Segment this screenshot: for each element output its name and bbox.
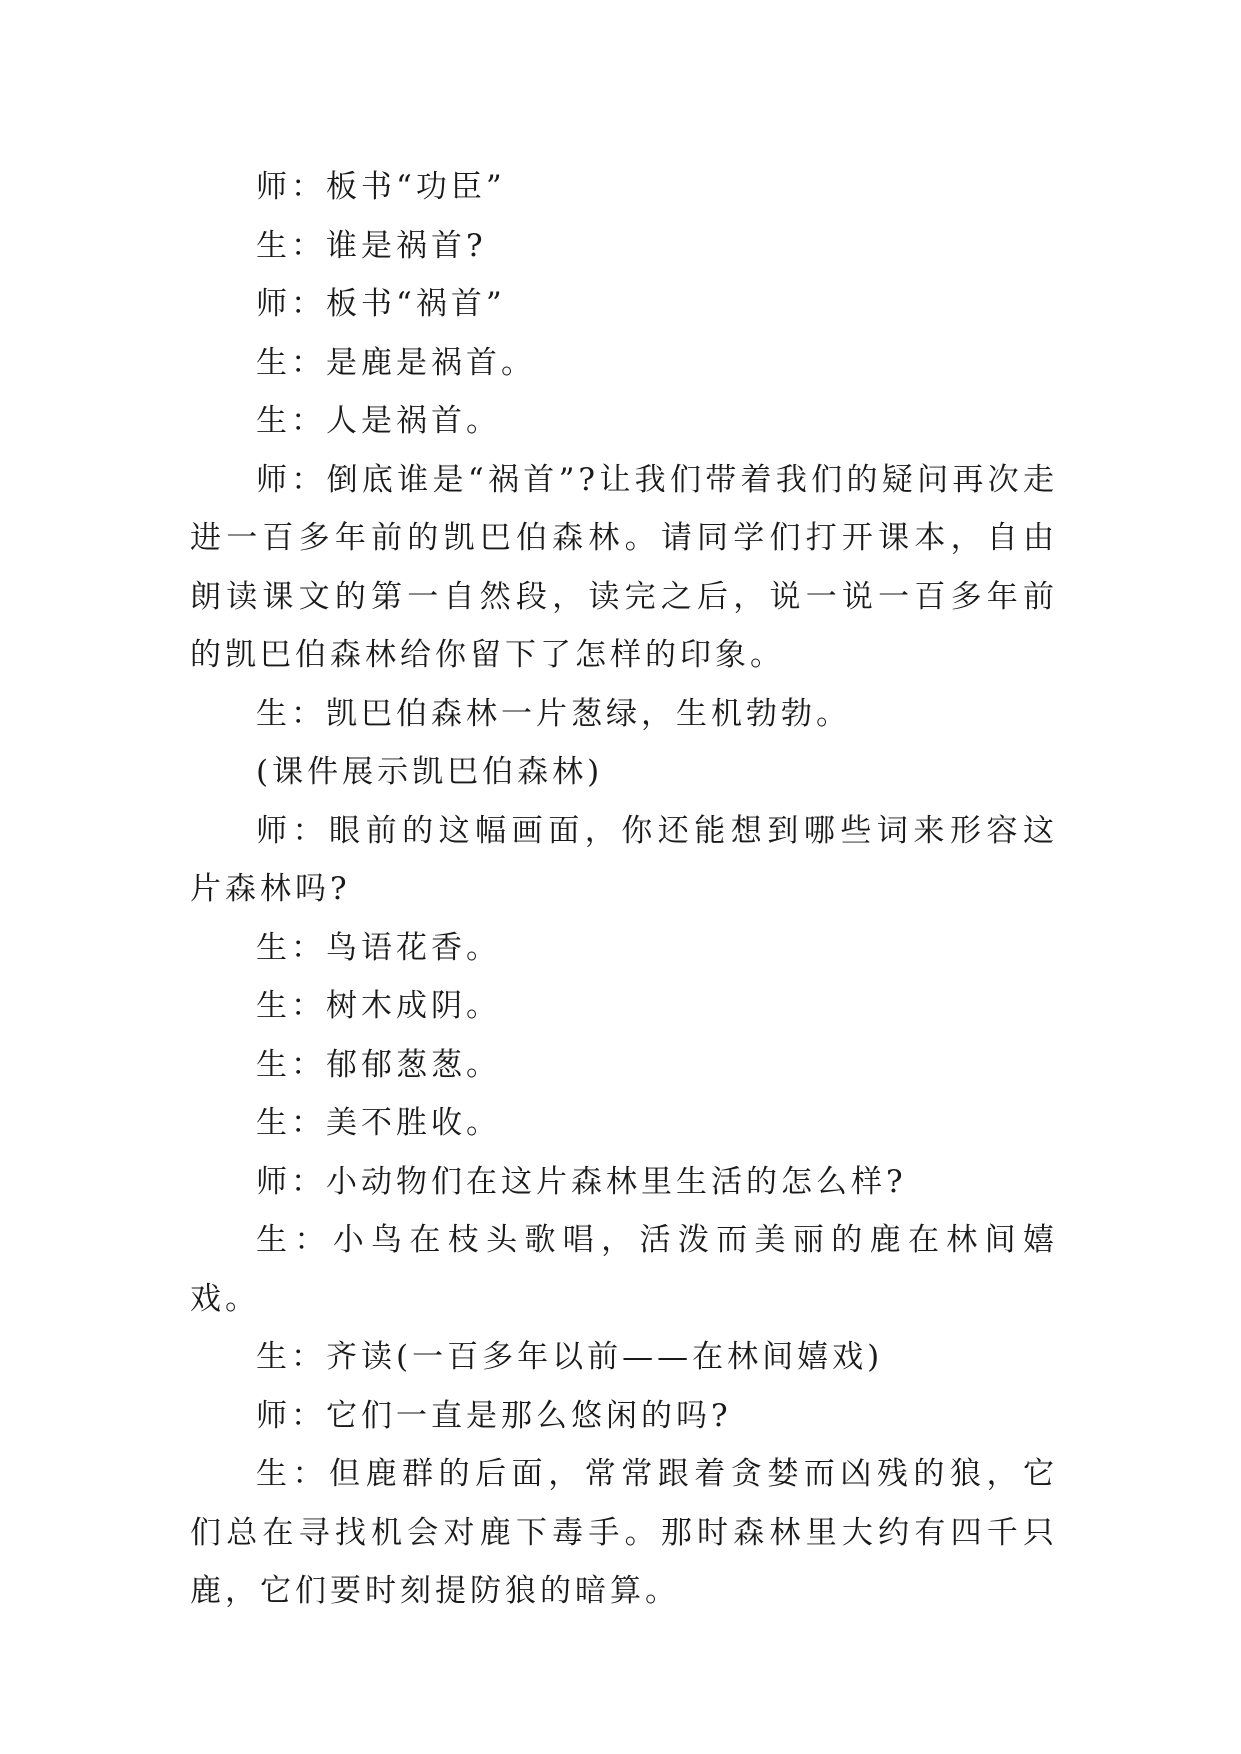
paragraph: 生：是鹿是祸首。	[256, 344, 536, 381]
paragraph: 生：但鹿群的后面，常常跟着贪婪而凶残的狼，它们总在寻找机会对鹿下毒手。那时森林里大约有四千只鹿，它们要时刻提防狼的暗算。	[190, 1456, 1058, 1609]
paragraph: 生：谁是祸首?	[256, 227, 487, 264]
paragraph: 师：板书“功臣”	[256, 169, 506, 205]
paragraph: 生：齐读(一百多年以前——在林间嬉戏)	[256, 1339, 884, 1375]
paragraph: 生：树木成阴。	[256, 988, 501, 1024]
paragraph: 师：小动物们在这片森林里生活的怎么样?	[256, 1163, 907, 1200]
paragraph: (课件展示凯巴伯森林)	[256, 754, 604, 790]
paragraph: 生：美不胜收。	[256, 1105, 501, 1141]
paragraph: 师：眼前的这幅画面，你还能想到哪些词来形容这片森林吗?	[190, 812, 1058, 907]
paragraph: 师：它们一直是那么悠闲的吗?	[256, 1397, 732, 1434]
document-body	[190, 158, 1058, 1621]
paragraph: 师：板书“祸首”	[256, 286, 506, 322]
paragraph: 师：倒底谁是“祸首”?让我们带着我们的疑问再次走进一百多年前的凯巴伯森林。请同学们打开课本，自由朗读课文的第一自然段，读完之后，说一说一百多年前的凯巴伯森林给你留下了怎样的印象。	[190, 461, 1058, 673]
paragraph: 生：郁郁葱葱。	[256, 1046, 501, 1083]
paragraph: 生：凯巴伯森林一片葱绿，生机勃勃。	[256, 695, 851, 732]
paragraph: 生：人是祸首。	[256, 403, 501, 439]
paragraph: 生：小鸟在枝头歌唱，活泼而美丽的鹿在林间嬉戏。	[190, 1222, 1058, 1317]
paragraph: 生：鸟语花香。	[256, 929, 501, 966]
